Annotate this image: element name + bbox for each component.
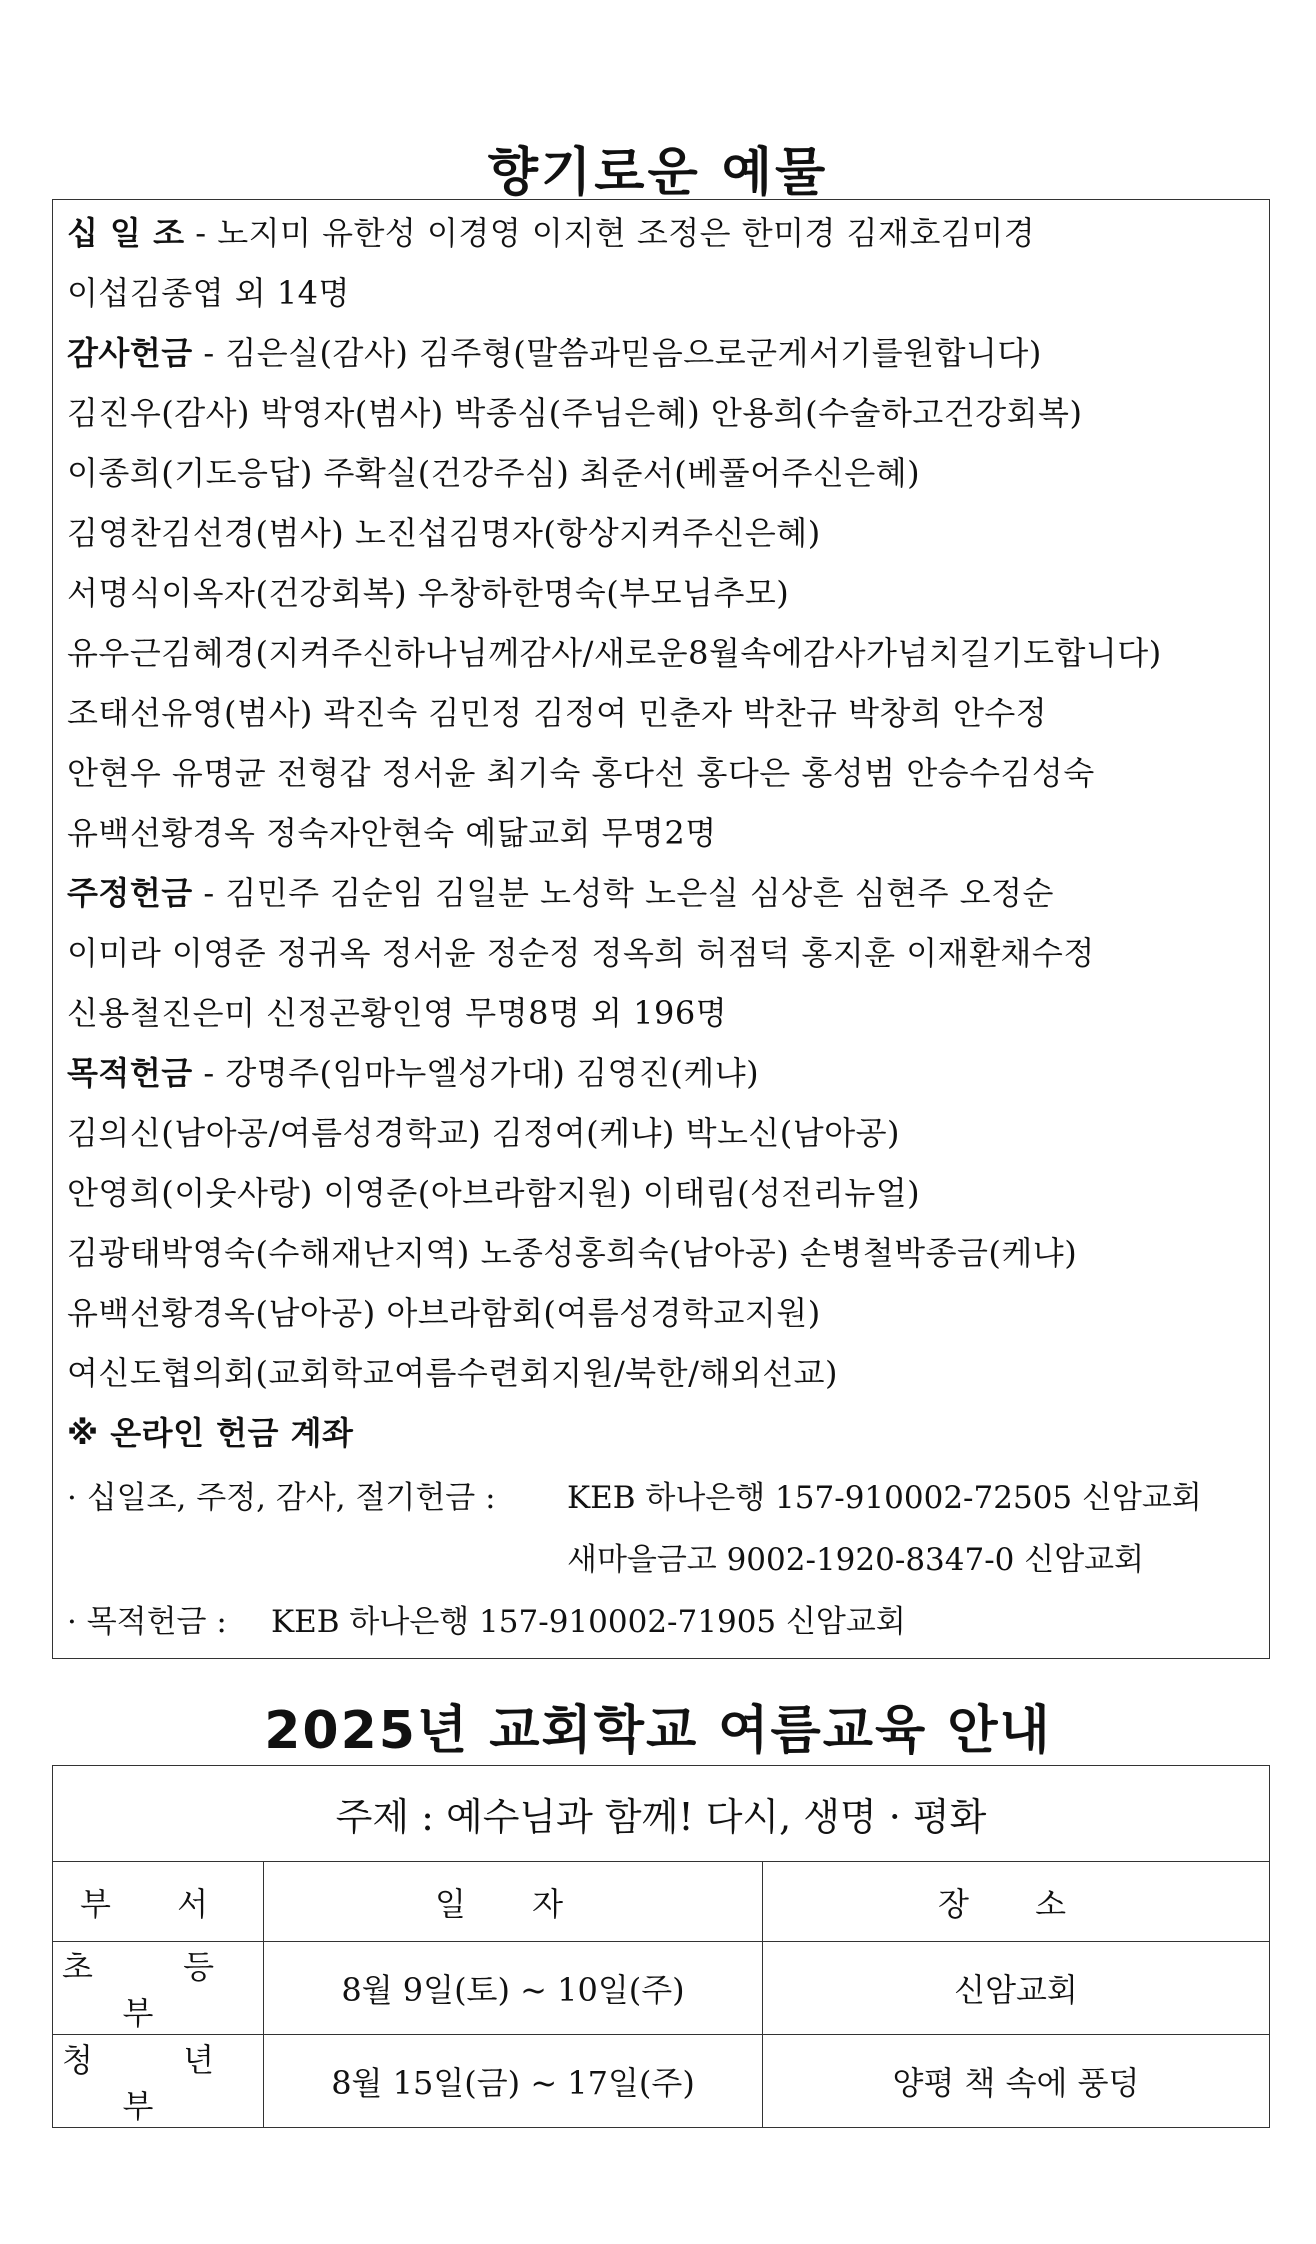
purpose-text: 유백선황경옥(남아공) 아브라함회(여름성경학교지원) bbox=[67, 1294, 821, 1332]
purpose-text: 여신도협의회(교회학교여름수련회지원/북한/해외선교) bbox=[67, 1354, 839, 1392]
header-cell: 부 서 bbox=[53, 1862, 264, 1942]
date-cell: 8월 15일(금) ~ 17일(주) bbox=[264, 2035, 763, 2128]
table-row bbox=[53, 1942, 1270, 2035]
schedule-table bbox=[52, 1765, 1270, 2128]
purpose-text: 김의신(남아공/여름성경학교) 김정여(케냐) 박노신(남아공) bbox=[67, 1114, 901, 1152]
tithe-heading: 십 일 조 bbox=[67, 214, 185, 252]
account1-bank2: 새마을금고 9002-1920-8347-0 신암교회 bbox=[567, 1542, 1145, 1578]
account1-bank1: KEB 하나은행 157-910002-72505 신암교회 bbox=[567, 1480, 1202, 1516]
thanks-line bbox=[67, 328, 1042, 374]
table-header-row bbox=[53, 1862, 1270, 1942]
thanks-text: 김진우(감사) 박영자(범사) 박종심(주님은혜) 안용희(수술하고건강회복) bbox=[67, 394, 1083, 432]
account2-bank: KEB 하나은행 157-910002-71905 신암교회 bbox=[271, 1604, 906, 1640]
purpose-text: 김광태박영숙(수해재난지역) 노종성홍희숙(남아공) 손병철박종금(케냐) bbox=[67, 1234, 1078, 1272]
purpose-text: 안영희(이웃사랑) 이영준(아브라함지원) 이태림(성전리뉴얼) bbox=[67, 1174, 921, 1212]
theme-row bbox=[53, 1766, 1270, 1862]
header-cell: 장 소 bbox=[763, 1862, 1270, 1942]
place-cell: 신암교회 bbox=[763, 1942, 1270, 2035]
online-heading: ※ 온라인 헌금 계좌 bbox=[67, 1414, 354, 1452]
thanks-text: 김영찬김선경(범사) 노진섭김명자(항상지켜주신은혜) bbox=[67, 514, 821, 552]
thanks-text: 조태선유영(범사) 곽진숙 김민정 김정여 민춘자 박찬규 박창희 안수정 bbox=[67, 694, 1048, 732]
education-title: 2025년 교회학교 여름교육 안내 bbox=[264, 1701, 1052, 1761]
weekly-heading: 주정헌금 bbox=[67, 874, 193, 912]
weekly-text: 신용철진은미 신정곤황인영 무명8명 외 196명 bbox=[67, 994, 728, 1032]
account2-label: · 목적헌금 : bbox=[67, 1604, 227, 1640]
weekly-text: - 김민주 김순임 김일분 노성학 노은실 심상흔 심현주 오정순 bbox=[203, 874, 1054, 912]
thanks-heading: 감사헌금 bbox=[67, 334, 193, 372]
purpose-heading: 목적헌금 bbox=[67, 1054, 193, 1092]
header-cell: 일 자 bbox=[264, 1862, 763, 1942]
tithe-line bbox=[67, 208, 1035, 254]
account1-label: · 십일조, 주정, 감사, 절기헌금 : bbox=[67, 1480, 496, 1516]
tithe-text: 이섭김종엽 외 14명 bbox=[67, 274, 350, 312]
dept-cell: 초 등 부 bbox=[53, 1942, 264, 2035]
thanks-text: - 김은실(감사) 김주형(말씀과믿음으로군게서기를원합니다) bbox=[203, 334, 1042, 372]
offerings-box bbox=[52, 199, 1270, 1659]
purpose-text: - 강명주(임마누엘성가대) 김영진(케냐) bbox=[203, 1054, 760, 1092]
thanks-text: 안현우 유명균 전형갑 정서윤 최기숙 홍다선 홍다은 홍성범 안승수김성숙 bbox=[67, 754, 1095, 792]
table-row bbox=[53, 2035, 1270, 2128]
page-title: 향기로운 예물 bbox=[487, 143, 829, 203]
thanks-text: 유우근김혜경(지켜주신하나님께감사/새로운8월속에감사가넘치길기도합니다) bbox=[67, 634, 1162, 672]
purpose-line bbox=[67, 1048, 759, 1094]
thanks-text: 서명식이옥자(건강회복) 우창하한명숙(부모님추모) bbox=[67, 574, 790, 612]
theme-cell: 주제 : 예수님과 함께! 다시, 생명 · 평화 bbox=[53, 1766, 1270, 1862]
place-cell: 양평 책 속에 풍덩 bbox=[763, 2035, 1270, 2128]
weekly-line bbox=[67, 868, 1054, 914]
date-cell: 8월 9일(토) ~ 10일(주) bbox=[264, 1942, 763, 2035]
weekly-text: 이미라 이영준 정귀옥 정서윤 정순정 정옥희 허점덕 홍지훈 이재환채수정 bbox=[67, 934, 1095, 972]
thanks-text: 유백선황경옥 정숙자안현숙 예닮교회 무명2명 bbox=[67, 814, 717, 852]
dept-cell: 청 년 부 bbox=[53, 2035, 264, 2128]
tithe-text: - 노지미 유한성 이경영 이지현 조정은 한미경 김재호김미경 bbox=[195, 214, 1036, 252]
thanks-text: 이종희(기도응답) 주확실(건강주심) 최준서(베풀어주신은혜) bbox=[67, 454, 921, 492]
